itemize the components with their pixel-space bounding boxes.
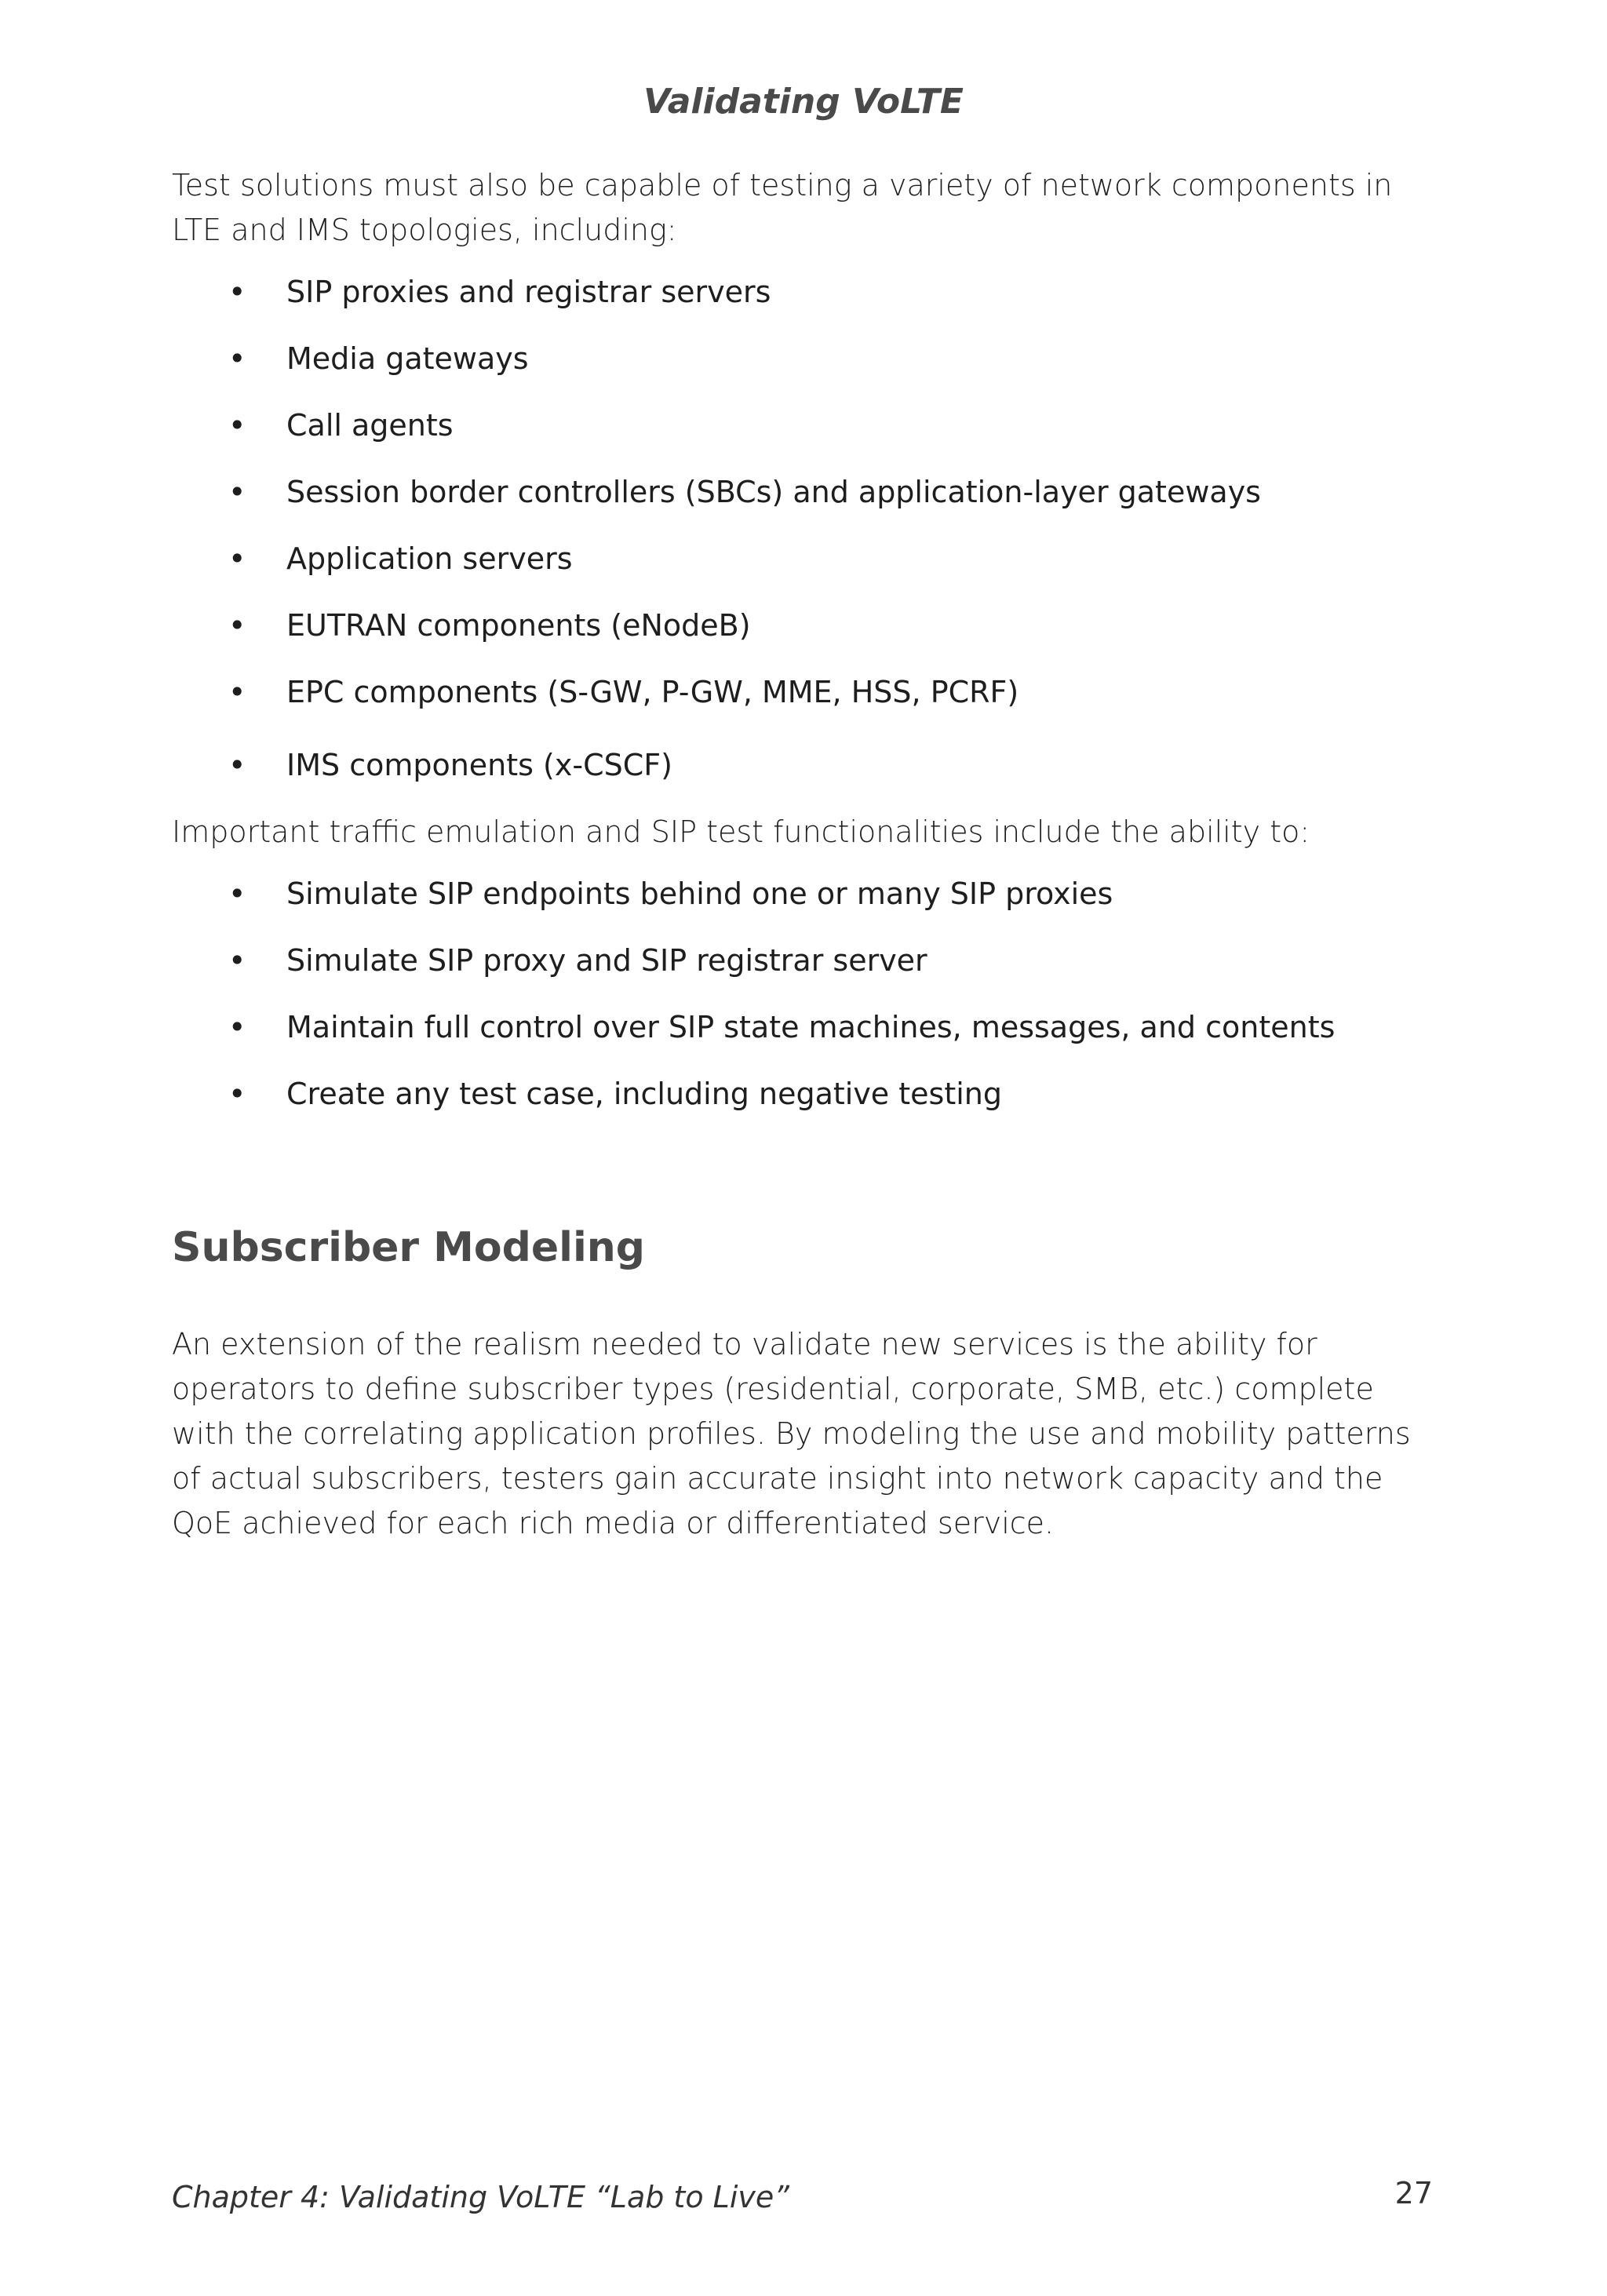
list-item: • SIP proxies and registrar servers (172, 270, 1435, 315)
bullet-icon: • (228, 675, 246, 709)
bullet-icon: • (228, 943, 246, 978)
bullet-icon: • (228, 475, 246, 509)
list-item: • Create any test case, including negative testing (172, 1072, 1435, 1117)
functionalities-list (172, 872, 1435, 1117)
list-item: • Session border controllers (SBCs) and application-layer gateways (172, 470, 1435, 515)
running-header-title: Validating VoLTE (643, 82, 964, 122)
page-number: 27 (1394, 2176, 1433, 2210)
bullet-icon: • (228, 341, 246, 376)
list-item: • EPC components (S-GW, P-GW, MME, HSS, PCRF) (172, 670, 1435, 715)
section-heading: Subscriber Modeling (172, 1224, 646, 1271)
list-item: • Simulate SIP endpoints behind one or many SIP proxies (172, 872, 1435, 917)
list-item: • Media gateways (172, 337, 1435, 381)
list-item: • IMS components (x-CSCF) (172, 743, 1435, 788)
network-components-list (172, 270, 1435, 788)
bullet-icon: • (228, 1010, 246, 1044)
bullet-icon: • (228, 608, 246, 643)
bullet-icon: • (228, 876, 246, 911)
page-content (172, 163, 1435, 1546)
section-body-paragraph: An extension of the realism needed to validate new services is the ability for operators to define subscriber types (residential, corporate, SMB, etc.) complete with the correlating application profiles. By modeling the use and mobility patterns of actual subscribers, testers gain accurate insight into network capacity and the QoE achieved for each rich media or differentiated service. (172, 1327, 1411, 1540)
list-item: • EUTRAN components (eNodeB) (172, 603, 1435, 648)
list-item: • Maintain full control over SIP state machines, messages, and contents (172, 1005, 1435, 1050)
list-item: • Simulate SIP proxy and SIP registrar server (172, 938, 1435, 983)
intro-paragraph: Test solutions must also be capable of testing a variety of network components in LTE and IMS topologies, including: (172, 168, 1393, 247)
list-item: • Application servers (172, 537, 1435, 581)
bullet-icon: • (228, 748, 246, 782)
bullet-icon: • (228, 541, 246, 576)
bullet-icon: • (228, 1077, 246, 1111)
bullet-icon: • (228, 275, 246, 309)
bullet-icon: • (228, 408, 246, 443)
list-item: • Call agents (172, 403, 1435, 448)
footer-chapter-title: Chapter 4: Validating VoLTE “Lab to Live” (172, 2180, 789, 2214)
functionalities-intro-paragraph: Important traffic emulation and SIP test functionalities include the ability to: (172, 815, 1310, 849)
